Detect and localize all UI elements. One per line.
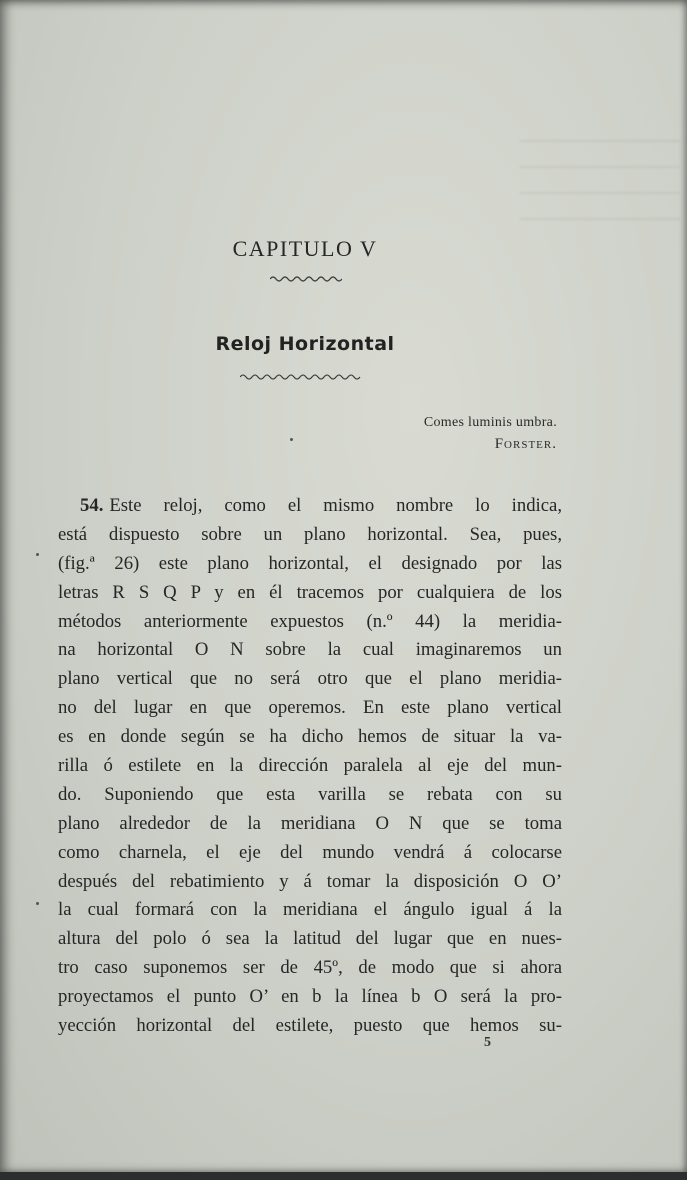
text-line: do. Suponiendo que esta varilla se rebata con su [58, 783, 562, 805]
text-line: está dispuesto sobre un plano horizontal. Sea, pues, [58, 523, 562, 545]
speck [290, 438, 293, 441]
text-line: 54. Este reloj, como el mismo nombre lo indica, [80, 495, 562, 516]
text-line: altura del polo ó sea la latitud del lugar que en nues- [58, 928, 562, 950]
text-line: métodos anteriormente expuestos (n.º 44) la meridia- [58, 610, 562, 632]
text-line: después del rebatimiento y á tomar la disposición O O’ [58, 870, 562, 892]
text-line: plano vertical que no será otro que el plano meridia- [58, 668, 562, 690]
epigraph [424, 414, 557, 456]
epigraph-author: Forster. [494, 436, 557, 452]
ornament-rule-top [270, 274, 342, 284]
text-line: como charnela, el eje del mundo vendrá á colocarse [58, 841, 562, 863]
text-line: na horizontal O N sobre la cual imaginaremos un [58, 639, 562, 661]
text-line: (fig.ª 26) este plano horizontal, el designado por las [58, 552, 562, 574]
text-line: proyectamos el punto O’ en b la línea b O será la pro- [58, 986, 562, 1008]
paragraph-number: 54. [80, 495, 104, 516]
section-title: Reloj Horizontal [215, 333, 395, 355]
text-line: es en donde según se ha dicho hemos de situar la va- [58, 726, 562, 748]
text-line: yección horizontal del estilete, puesto que hemos su- [58, 1015, 562, 1037]
bleed-through-text [520, 130, 680, 220]
epigraph-motto: Comes luminis umbra. [423, 415, 557, 430]
text-line: rilla ó estilete en la dirección paralela al eje del mun- [58, 755, 562, 777]
signature-mark: 5 [484, 1035, 491, 1050]
text-line: no del lugar en que operemos. En este plano vertical [58, 697, 562, 719]
text-line: tro caso suponemos ser de 45º, de modo que si ahora [58, 957, 562, 979]
speck [36, 902, 39, 905]
paragraph-54 [58, 492, 562, 1041]
chapter-heading: CAPITULO V [232, 236, 378, 261]
text-line: la cual formará con la meridiana el ángulo igual á la [58, 899, 562, 921]
ornament-rule-bottom [240, 372, 362, 382]
text-line: plano alrededor de la meridiana O N que se toma [58, 812, 562, 834]
text-line: letras R S Q P y en él tracemos por cualquiera de los [58, 581, 562, 603]
speck [36, 553, 39, 556]
